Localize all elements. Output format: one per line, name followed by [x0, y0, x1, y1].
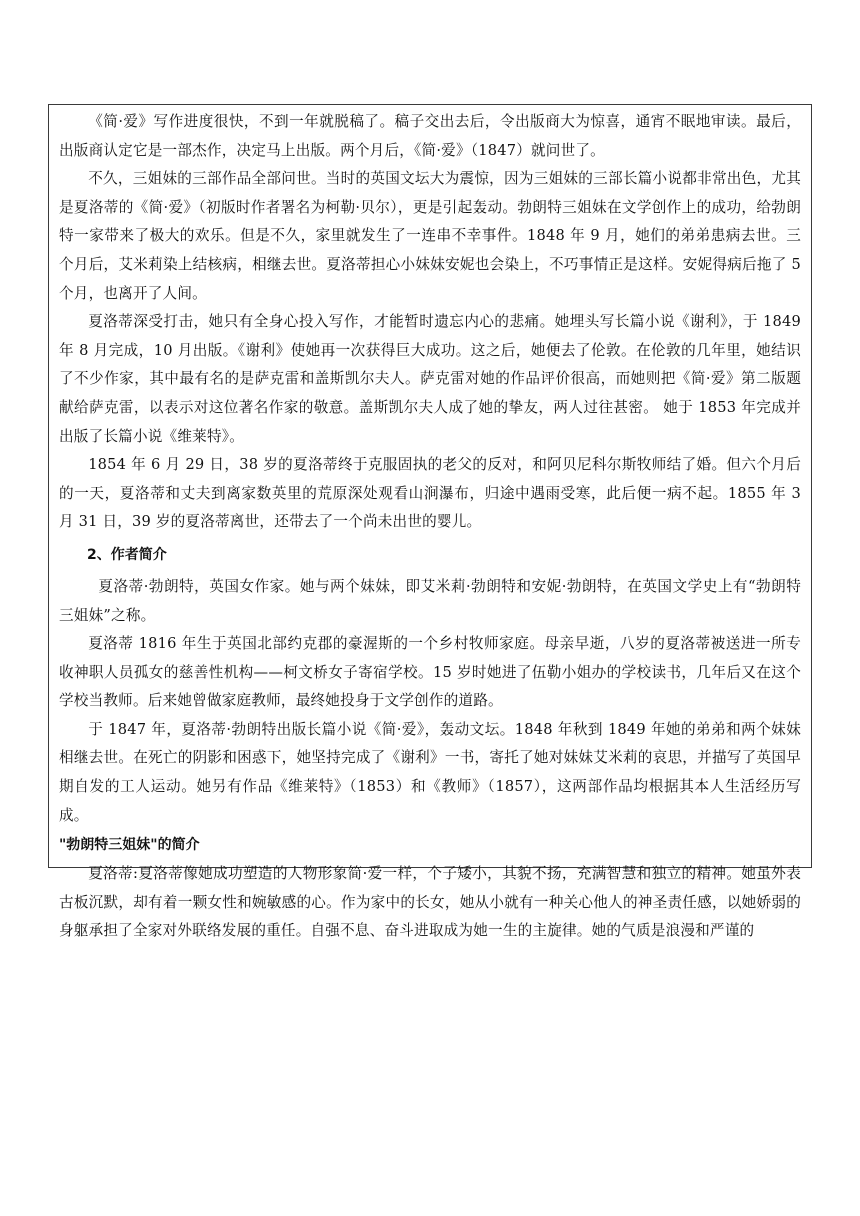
paragraph-author-intro: 夏洛蒂·勃朗特，英国女作家。她与两个妹妹，即艾米莉·勃朗特和安妮·勃朗特，在英国文学史上有“勃朗特三姐妹”之称。	[59, 577, 801, 624]
paragraph-author-early-life: 夏洛蒂 1816 年生于英国北部约克郡的豪渥斯的一个乡村牧师家庭。母亲早逝，八岁的夏洛蒂被送进一所专收神职人员孤女的慈善性机构——柯文桥女子寄宿学校。15 岁时她进了伍勒小姐办的学校读书，几年后又在这个学校当教师。后来她曾做家庭教师，最终她投身于文学创作的道路。	[59, 635, 801, 710]
paragraph-author-works: 于 1847 年，夏洛蒂·勃朗特出版长篇小说《简·爱》，轰动文坛。1848 年秋到 1849 年她的弟弟和两个妹妹相继去世。在死亡的阴影和困惑下，她坚持完成了《谢利》一书，寄托了她对妹妹艾米莉的哀思，并描写了英国早期自发的工人运动。她另有作品《维莱特》（1853）和《教师》（1857），这两部作品均根据其本人生活经历写成。	[59, 720, 801, 824]
paragraph-sisters-works: 不久，三姐妹的三部作品全部问世。当时的英国文坛大为震惊，因为三姐妹的三部长篇小说都非常出色，尤其是夏洛蒂的《简·爱》（初版时作者署名为柯勒·贝尔），更是引起轰动。勃朗特三姐妹在文学创作上的成功，给勃朗特一家带来了极大的欢乐。但是不久，家里就发生了一连串不幸事件。1848 年 9 月，她们的弟弟患病去世。三个月后，艾米莉染上结核病，相继去世。夏洛蒂担心小妹妹安妮也会染上，不巧事情正是这样。安妮得病后拖了 5 个月，也离开了人间。	[59, 170, 801, 302]
paragraph-marriage-death: 1854 年 6 月 29 日，38 岁的夏洛蒂终于克服固执的老父的反对，和阿贝尼科尔斯牧师结了婚。但六个月后的一天，夏洛蒂和丈夫到离家数英里的荒原深处观看山涧瀑布，归途中遇雨受寒，此后便一病不起。1855 年 3 月 31 日，39 岁的夏洛蒂离世，还带去了一个尚未出世的婴儿。	[59, 456, 801, 531]
document-frame	[48, 104, 812, 940]
paragraph-jane-eyre-publication: 《简·爱》写作进度很快，不到一年就脱稿了。稿子交出去后，令出版商大为惊喜，通宵不眠地审读。最后，出版商认定它是一部杰作，决定马上出版。两个月后，《简·爱》（1847）就问世了。	[59, 113, 801, 159]
section-heading-author: 2、作者简介	[87, 546, 167, 563]
section-heading-sisters: "勃朗特三姐妹"的简介	[59, 837, 200, 854]
paragraph-shirley: 夏洛蒂深受打击，她只有全身心投入写作，才能暂时遗忘内心的悲痛。她埋头写长篇小说《谢利》，于 1849 年 8 月完成，10 月出版。《谢利》使她再一次获得巨大成功。这之后，她便去了伦敦。在伦敦的几年里，她结识了不少作家，其中最有名的是萨克雷和盖斯凯尔夫人。萨克雷对她的作品评价很高，而她则把《简·爱》第二版题献给萨克雷，以表示对这位著名作家的敬意。盖斯凯尔夫人成了她的挚友，两人过往甚密。 她于 1853 年完成并出版了长篇小说《维莱特》。	[59, 313, 801, 445]
paragraph-charlotte-profile: 夏洛蒂:夏洛蒂像她成功塑造的人物形象简·爱一样，个子矮小，其貌不扬，充满智慧和独立的精神。她虽外表古板沉默，却有着一颗女性和婉敏感的心。作为家中的长女，她从小就有一种关心他人的神圣责任感，以她娇弱的身躯承担了全家对外联络发展的重任。自强不息、奋斗进取成为她一生的主旋律。她的气质是浪漫和严谨的	[59, 865, 801, 940]
